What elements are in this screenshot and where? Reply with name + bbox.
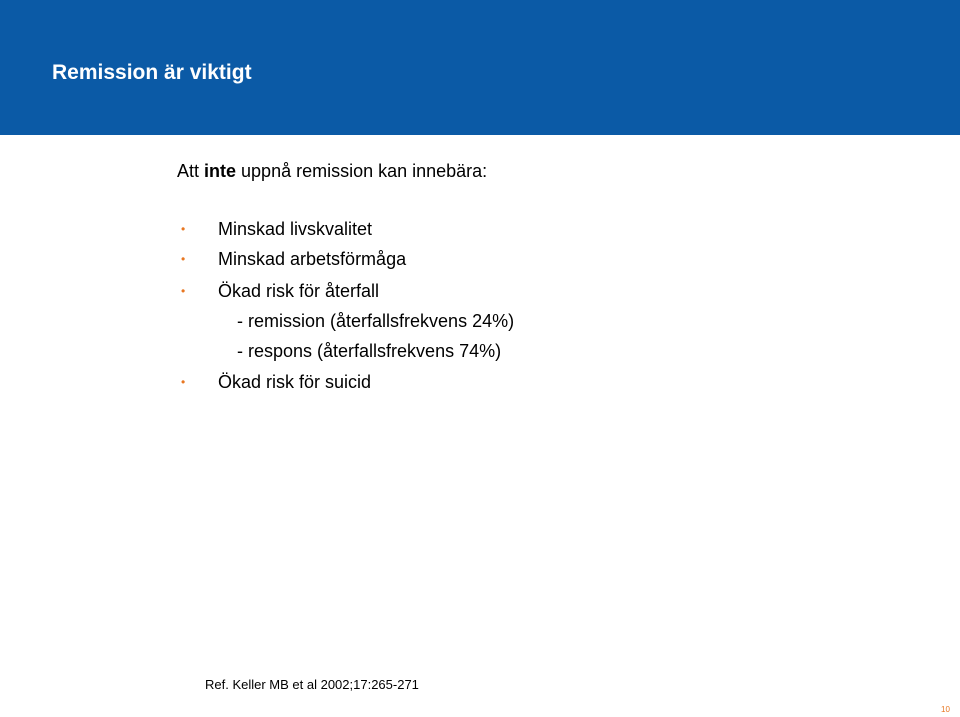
bullet-icon: • bbox=[181, 284, 186, 298]
list-item-text: Ökad risk för återfall bbox=[218, 281, 380, 301]
list-item bbox=[181, 249, 407, 270]
list-item bbox=[181, 219, 373, 240]
header-band bbox=[0, 0, 960, 135]
sub-item bbox=[237, 341, 501, 362]
intro-after: uppnå remission kan innebära: bbox=[236, 161, 488, 181]
list-item bbox=[181, 281, 380, 302]
list-item bbox=[181, 372, 372, 393]
sub-item-text: - remission (återfallsfrekvens 24%) bbox=[237, 311, 515, 331]
page-number: 10 bbox=[941, 705, 950, 714]
sub-item-text: - respons (återfallsfrekvens 74%) bbox=[237, 341, 502, 361]
sub-item bbox=[237, 311, 514, 332]
bullet-icon: • bbox=[181, 222, 186, 236]
slide-title: Remission är viktigt bbox=[52, 61, 252, 84]
bullet-icon: • bbox=[181, 252, 186, 266]
bullet-icon: • bbox=[181, 375, 186, 389]
list-item-text: Minskad arbetsförmåga bbox=[218, 249, 407, 269]
intro-text bbox=[177, 161, 487, 182]
reference-text: Ref. Keller MB et al 2002;17:265-271 bbox=[205, 677, 419, 692]
intro-before: Att bbox=[177, 161, 205, 181]
list-item-text: Minskad livskvalitet bbox=[218, 219, 373, 239]
list-item-text: Ökad risk för suicid bbox=[218, 372, 372, 392]
intro-emphasis: inte bbox=[204, 161, 237, 181]
